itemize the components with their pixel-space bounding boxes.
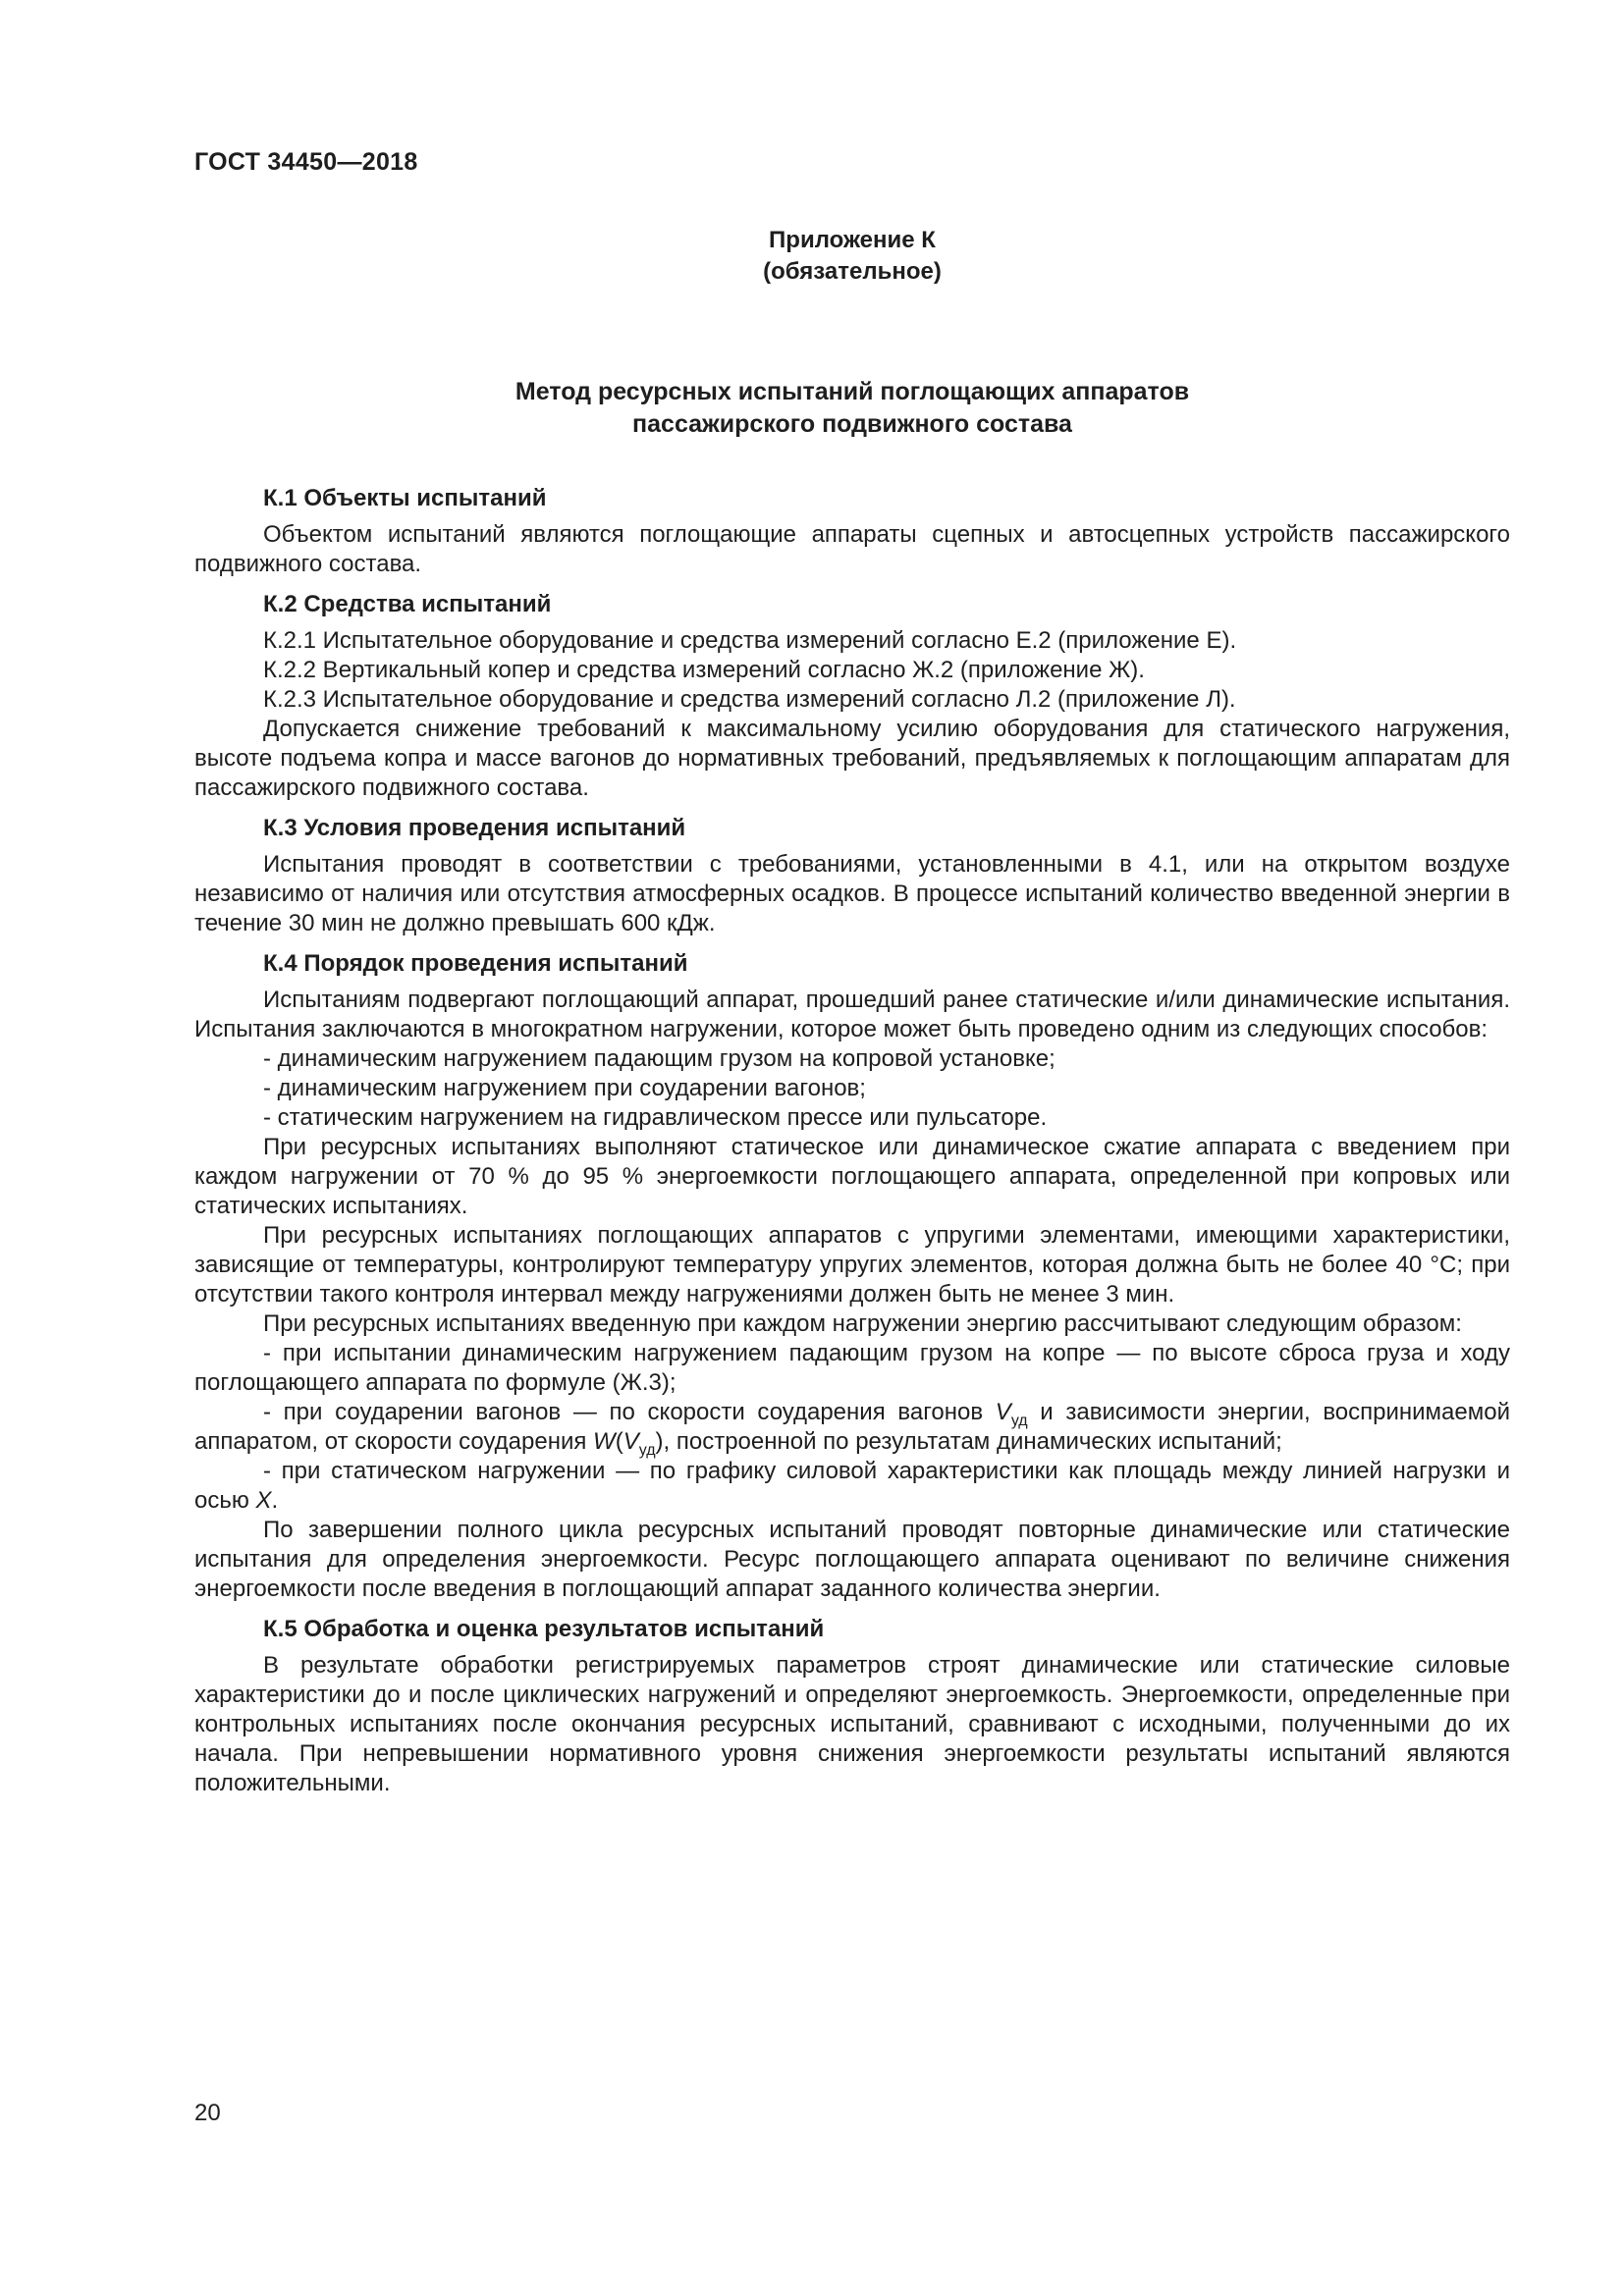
velocity-symbol: V — [995, 1399, 1011, 1425]
paragraph: По завершении полного цикла ресурсных испытаний проводят повторные динамические или статические испытания для определения энергоемкости. Ресурс поглощающего аппарата оценивают по величине снижения энергоемкости после введения в поглощающий аппарат заданного количества энергии. — [194, 1517, 1510, 1602]
paragraph: Испытания проводят в соответствии с требованиями, установленными в 4.1, или на открытом воздухе независимо от наличия или отсутствия атмосферных осадков. В процессе испытаний количество введенной энергии в течение 30 мин не должно превышать 600 кДж. — [194, 851, 1510, 936]
paragraph: При ресурсных испытаниях введенную при каждом нагружении энергию рассчитывают следующим образом: — [263, 1310, 1462, 1337]
paragraph: К.2.1 Испытательное оборудование и средства измерений согласно Е.2 (приложение Е). — [263, 627, 1237, 654]
text-run: - при соударении вагонов — по скорости соударения вагонов — [263, 1399, 996, 1425]
velocity-subscript: уд — [1010, 1412, 1028, 1429]
paragraph: К.2.3 Испытательное оборудование и средства измерений согласно Л.2 (приложение Л). — [263, 686, 1236, 713]
standard-number: ГОСТ 34450—2018 — [194, 148, 418, 176]
section-k3 — [194, 813, 1510, 938]
paragraph-static-load — [194, 1457, 1510, 1516]
paragraph: В результате обработки регистрируемых параметров строят динамические или статические силовые характеристики до и после циклических нагружений и определяют энергоемкость. Энергоемкости, определенные при контрольных испытаниях после окончания ресурсных испытаний, сравнивают с исходными, полученными до их начала. При непревышении нормативного уровня снижения энергоемкости результаты испытаний являются положительными. — [194, 1652, 1510, 1796]
text-run: . — [271, 1487, 279, 1514]
section-k2-heading: К.2 Средства испытаний — [263, 591, 552, 617]
title-line-1: Метод ресурсных испытаний поглощающих аппаратов — [514, 378, 1190, 405]
document-body — [194, 483, 1510, 1808]
section-k5-heading: К.5 Обработка и оценка результатов испытаний — [263, 1616, 825, 1642]
velocity-subscript: уд — [638, 1441, 656, 1459]
paren: ( — [615, 1428, 623, 1455]
section-k1-heading: К.1 Объекты испытаний — [263, 485, 547, 511]
section-k4-heading: К.4 Порядок проведения испытаний — [263, 950, 688, 977]
paragraph: При ресурсных испытаниях выполняют статическое или динамическое сжатие аппарата с введением при каждом нагружении от 70 % до 95 % энергоемкости поглощающего аппарата, определенной при копровых или статических испытаниях. — [194, 1134, 1510, 1219]
title-line-2: пассажирского подвижного состава — [632, 410, 1072, 438]
appendix-label: Приложение К — [769, 227, 936, 253]
section-k3-heading: К.3 Условия проведения испытаний — [263, 815, 686, 841]
paragraph: К.2.2 Вертикальный копер и средства измерений согласно Ж.2 (приложение Ж). — [263, 657, 1145, 683]
list-item: - динамическим нагружением при соударении вагонов; — [263, 1075, 866, 1101]
section-k1 — [194, 483, 1510, 579]
paragraph: - при испытании динамическим нагружением падающим грузом на копре — по высоте сброса груза и ходу поглощающего аппарата по формуле (Ж.3); — [194, 1340, 1510, 1396]
document-title — [194, 376, 1510, 441]
text-run: , построенной по результатам динамических испытаний; — [663, 1428, 1282, 1455]
section-k2 — [194, 589, 1510, 803]
paren: ) — [655, 1428, 664, 1455]
text-run: и зависимости энергии, воспринимаемой аппаратом, от скорости соударения — [194, 1399, 1511, 1455]
paragraph: Допускается снижение требований к максимальному усилию оборудования для статического нагружения, высоте подъема копра и массе вагонов до нормативных требований, предъявляемых к поглощающим аппаратам для пассажирского подвижного состава. — [194, 716, 1510, 801]
axis-symbol: X — [255, 1487, 272, 1514]
paragraph: Испытаниям подвергают поглощающий аппарат, прошедший ранее статические и/или динамические испытания. Испытания заключаются в многократном нагружении, которое может быть проведено одним из следующих способов: — [194, 987, 1510, 1042]
paragraph-impact-speed — [194, 1398, 1510, 1457]
energy-symbol: W — [593, 1428, 616, 1455]
list-item: - динамическим нагружением падающим грузом на копровой установке; — [263, 1045, 1056, 1072]
appendix-status: (обязательное) — [763, 258, 942, 285]
paragraph: При ресурсных испытаниях поглощающих аппаратов с упругими элементами, имеющими характеристики, зависящие от температуры, контролируют температуру упругих элементов, которая должна быть не более 40 °С; при отсутствии такого контроля интервал между нагружениями должен быть не менее 3 мин. — [194, 1222, 1510, 1308]
paragraph: Объектом испытаний являются поглощающие аппараты сцепных и автосцепных устройств пассажирского подвижного состава. — [194, 521, 1510, 577]
velocity-symbol: V — [623, 1428, 639, 1455]
section-k4 — [194, 948, 1510, 1604]
section-k5 — [194, 1614, 1510, 1798]
text-run: - при статическом нагружении — по графику силовой характеристики как площадь между линией нагрузки и осью — [194, 1458, 1510, 1514]
list-item: - статическим нагружением на гидравлическом прессе или пульсаторе. — [263, 1104, 1048, 1131]
page-number: 20 — [194, 2100, 221, 2126]
